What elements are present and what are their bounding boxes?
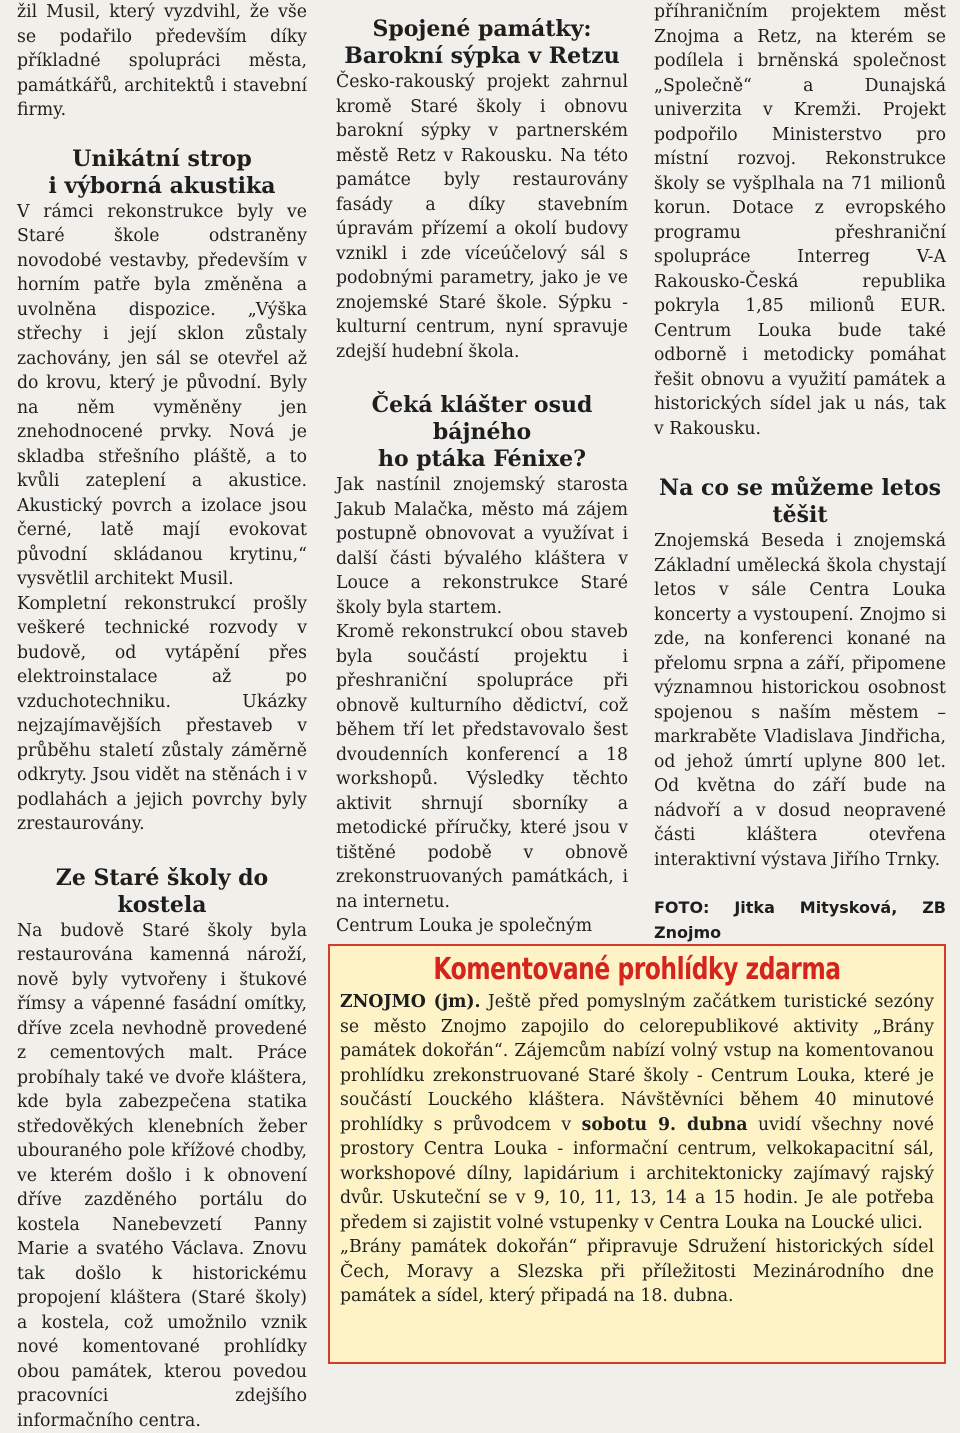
photo-credit: FOTO: Jitka Mitysková, ZB Znojmo: [654, 896, 946, 945]
heading-line: Barokní sýpka v Retzu: [336, 43, 628, 70]
dateline: ZNOJMO (jm).: [340, 992, 481, 1012]
section-heading-this-year: [654, 475, 946, 529]
section-heading-church: Ze Staré školy do kostela: [17, 865, 307, 919]
paragraph: Jak nastínil znojemský starosta Jakub Malačka, město má zájem postupně obnovovat a využívat i další části bývalého kláštera v Louce a rekonstrukce Staré školy byla startem.: [336, 473, 628, 620]
heading-line: Spojené památky:: [336, 16, 628, 43]
section-heading-ceiling: [17, 146, 307, 200]
paragraph: V rámci rekonstrukce byly ve Staré škole odstraněny novodobé vestavby, především v horním patře byla změněna a uvolněna dispozice. „Výška střechy i její sklon zůstaly zachovány, jen sál se otevřel až do krovu, který je původní. Byly na něm vyměněny jen znehodnocené prvky. Nová je skladba střešního pláště, a to kvůli zateplení a akustice. Akustický povrch a izolace jsou černé, latě mají evokovat původní skládanou krytinu,“ vysvětlil architekt Musil.: [17, 200, 307, 592]
box-text: uvidí všechny nové prostory Centra Louka - informační centrum, velkokapacitní sál, workshopové dílny, lapidárium i architektonicky zajímavý rajský dvůr. Uskuteční se v 9, 10, 11, 13, 14 a 15 hodin. Je ale potřeba předem si zajistit volné vstupenky v Centra Louka na Loucké ulici.: [340, 1115, 934, 1233]
paragraph: příhraničním projektem měst Znojma a Retz, na kterém se podílela i brněnská společnost „Společně“ a Dunajská univerzita v Kremži. Projekt podpořilo Ministerstvo pro místní rozvoj. Rekonstrukce školy se vyšplhala na 71 milionů korun. Dotace z evropského programu přeshraniční spolupráce Interreg V-A Rakousko-Česká republika pokryla 1,85 milionů EUR. Centrum Louka bude také odborně i metodicky pomáhat řešit obnovu a využití památek a historických sídel jak u nás, tak v Rakousku.: [654, 0, 946, 441]
heading-line: i výborná akustika: [17, 173, 307, 200]
heading-line: Unikátní strop: [17, 146, 307, 173]
date-highlight: sobotu 9. dubna: [582, 1115, 748, 1135]
box-paragraph: „Brány památek dokořán“ připravuje Sdružení historických sídel Čech, Moravy a Slezska při příležitosti Mezinárodního dne památek a sídel, který připadá na 18. dubna.: [340, 1235, 934, 1309]
intro-paragraph: žil Musil, který vyzdvihl, že vše se podařilo především díky příkladné spolupráci města, památkářů, architektů i stavební firmy.: [17, 0, 307, 123]
heading-line: Na co se můžeme letos: [654, 475, 946, 502]
paragraph: Na budově Staré školy byla restaurována kamenná nároží, nově byly vytvořeny i štukové římsy a vápenné fasádní omítky, dříve zcela nevhodně provedené z cementových malt. Práce probíhaly také ve dvoře kláštera, kde byla zabezpečena statika středověkých klenebních žeber ubouraného pole křížové chodby, ve kterém došlo i k obnovení dříve zazděného portálu do kostela Nanebevzetí Panny Marie a svatého Václava. Znovu tak došlo k historickému propojení kláštera (Staré školy) a kostela, což umožnilo vznik nové komentované prohlídky obou památek, kterou povedou pracovníci zdejšího informačního centra.: [17, 919, 307, 1433]
paragraph: Kompletní rekonstrukcí prošly veškeré technické rozvody v budově, od vytápění přes elektroinstalace až po vzduchotechniku. Ukázky nejzajímavějších přestaveb v průběhu staletí zůstaly záměrně odkryty. Jsou vidět na stěnách i v podlahách a jejich povrchy byly zrestaurovány.: [17, 592, 307, 837]
heading-line: těšit: [654, 502, 946, 529]
column-middle: [336, 0, 628, 939]
paragraph: Znojemská Beseda i znojemská Základní umělecká škola chystají letos v sále Centra Louka koncerty a vystoupení. Znojmo si zde, na konferenci konané na přelomu srpna a září, připomene významnou historickou osobnost spojenou s naším městem – markraběte Vladislava Jindřicha, od jehož úmrtí uplyne 800 let. Od května do září bude na nádvoří a v dosud neopravené části kláštera otevřena interaktivní výstava Jiřího Trnky.: [654, 529, 946, 872]
column-left: [17, 0, 307, 1433]
box-text: Ještě před pomyslným začátkem turistické sezóny se město Znojmo zapojilo do celorepublikové aktivity „Brány památek dokořán“. Zájemcům nabízí volný vstup na komentovanou prohlídku zrekonstruované Staré školy - Centrum Louka, které je součástí Louckého kláštera. Návštěvníci během 40 minutové prohlídky s průvodcem v: [340, 992, 934, 1135]
paragraph: Česko-rakouský projekt zahrnul kromě Staré školy i obnovu barokní sýpky v partnerském městě Retz v Rakousku. Na této památce byly restaurovány fasády a díky stavebním úpravám přízemí a okolí budovy vznikl i zde víceúčelový sál s podobnými parametry, jako je ve znojemské Staré škole. Sýpku - kulturní centrum, nyní spravuje zdejší hudební škola.: [336, 70, 628, 364]
paragraph: Centrum Louka je společným: [336, 914, 628, 939]
column-right: [654, 0, 946, 945]
heading-line: Čeká klášter osud bájného: [336, 392, 628, 446]
section-heading-granary: [336, 16, 628, 70]
heading-line: ho ptáka Fénixe?: [336, 446, 628, 473]
box-title: Komentované prohlídky zdarma: [405, 950, 868, 990]
paragraph: Kromě rekonstrukcí obou staveb byla součástí projektu i přeshraniční spolupráce při obnově kulturního dědictví, což během tří let představovalo šest dvoudenních konferencí a 18 workshopů. Výsledky těchto aktivit shrnují sborníky a metodické příručky, které jsou v tištěné podobě v obnově zrekonstruovaných památkách, i na internetu.: [336, 620, 628, 914]
tour-announcement-box: [328, 944, 946, 1364]
box-paragraph: [340, 990, 934, 1235]
section-heading-phoenix: [336, 392, 628, 473]
